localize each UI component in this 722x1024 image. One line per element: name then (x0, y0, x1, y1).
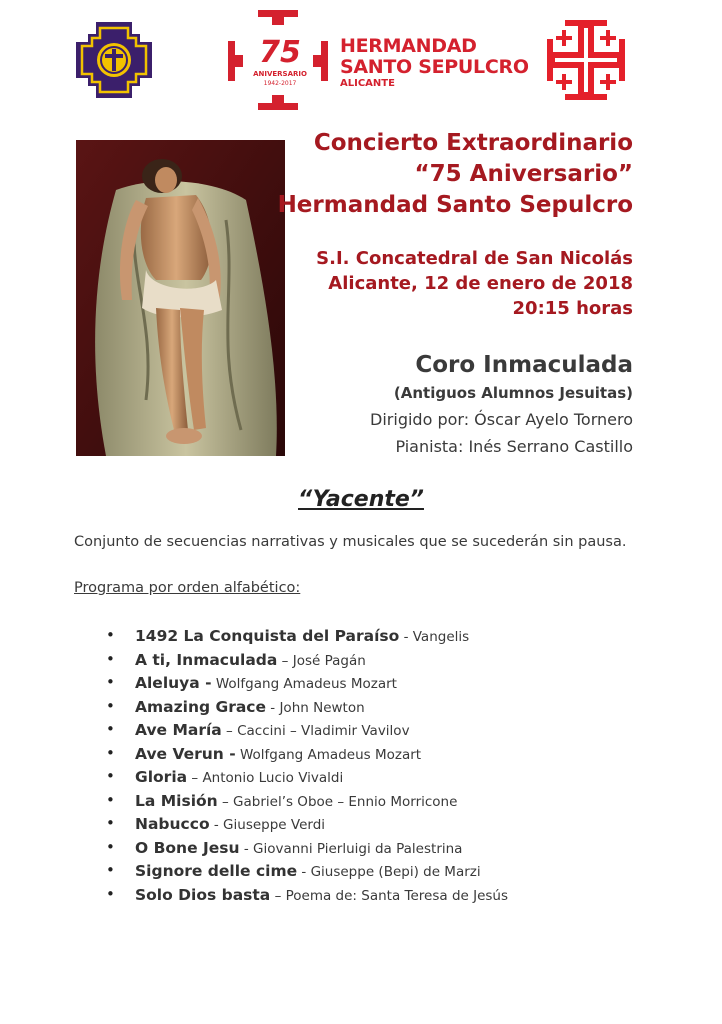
piece-title: Solo Dios basta (135, 885, 271, 904)
work-title: “Yacente” (298, 487, 424, 512)
wordmark-line1: HERMANDAD (340, 35, 477, 57)
program-item (106, 624, 508, 648)
hermandad-emblem-icon (76, 22, 152, 98)
piece-title: Gloria (135, 768, 188, 786)
title-line-1: Concierto Extraordinario (313, 130, 633, 156)
piece-author: – José Pagán (277, 652, 366, 669)
program-item (106, 765, 508, 789)
choir-director: Dirigido por: Óscar Ayelo Tornero (370, 410, 633, 429)
piece-title: Amazing Grace (135, 697, 266, 716)
choir-subtitle: (Antiguos Alumnos Jesuitas) (393, 384, 633, 402)
program-item (106, 648, 508, 672)
yacente-sculpture-photo (76, 140, 285, 456)
jerusalem-cross-icon (547, 20, 625, 100)
title-line-2: “75 Aniversario” (414, 161, 633, 187)
piece-author: Wolfgang Amadeus Mozart (211, 676, 397, 692)
svg-text:1942-2017: 1942-2017 (263, 80, 297, 87)
program-item (106, 742, 508, 766)
work-intro: Conjunto de secuencias narrativas y musicales que se sucederán sin pausa. (74, 534, 627, 550)
program-heading: Programa por orden alfabético: (74, 580, 301, 596)
program-item (106, 836, 508, 860)
piece-author: – Antonio Lucio Vivaldi (187, 770, 344, 786)
program-item (106, 883, 508, 907)
piece-author: – Gabriel’s Oboe – Ennio Morricone (217, 793, 458, 810)
piece-title: A ti, Inmaculada (135, 650, 278, 669)
piece-author: - Vangelis (399, 629, 470, 645)
date: Alicante, 12 de enero de 2018 (328, 273, 633, 294)
program-item (106, 718, 508, 742)
piece-title: La Misión (135, 791, 218, 810)
choir-pianist: Pianista: Inés Serrano Castillo (395, 437, 633, 456)
program-list (106, 624, 508, 906)
wordmark-line2: SANTO SEPULCRO (340, 56, 529, 78)
piece-author: - John Newton (266, 699, 365, 716)
piece-author: - Giovanni Pierluigi da Palestrina (239, 840, 463, 857)
piece-author: – Caccini – Vladimir Vavilov (221, 723, 410, 739)
piece-title: Aleluya - (135, 674, 212, 692)
program-item (106, 859, 508, 883)
concert-title (278, 128, 633, 221)
piece-title: 1492 La Conquista del Paraíso (135, 627, 400, 645)
program-item (106, 812, 508, 836)
program-item (106, 695, 508, 719)
piece-title: Signore delle cime (135, 862, 298, 880)
piece-title: O Bone Jesu (135, 838, 240, 857)
svg-text:75: 75 (259, 35, 301, 70)
choir-info (370, 350, 633, 460)
piece-title: Ave María (135, 721, 222, 739)
time: 20:15 horas (512, 298, 633, 319)
program-item (106, 671, 508, 695)
event-details (316, 246, 633, 321)
piece-author: Wolfgang Amadeus Mozart (235, 746, 422, 763)
wordmark-city: ALICANTE (340, 78, 395, 89)
program-item (106, 789, 508, 813)
title-line-3: Hermandad Santo Sepulcro (277, 192, 633, 218)
piece-title: Nabucco (135, 815, 210, 833)
svg-text:ANIVERSARIO: ANIVERSARIO (253, 70, 307, 78)
piece-title: Ave Verun - (135, 744, 236, 763)
hermandad-wordmark (340, 37, 529, 89)
anniversary-cross-logo-icon (226, 8, 336, 112)
piece-author: – Poema de: Santa Teresa de Jesús (270, 887, 509, 904)
venue: S.I. Concatedral de San Nicolás (316, 248, 633, 269)
choir-name: Coro Inmaculada (415, 352, 633, 378)
piece-author: - Giuseppe Verdi (209, 817, 326, 833)
piece-author: - Giuseppe (Bepi) de Marzi (297, 864, 481, 880)
